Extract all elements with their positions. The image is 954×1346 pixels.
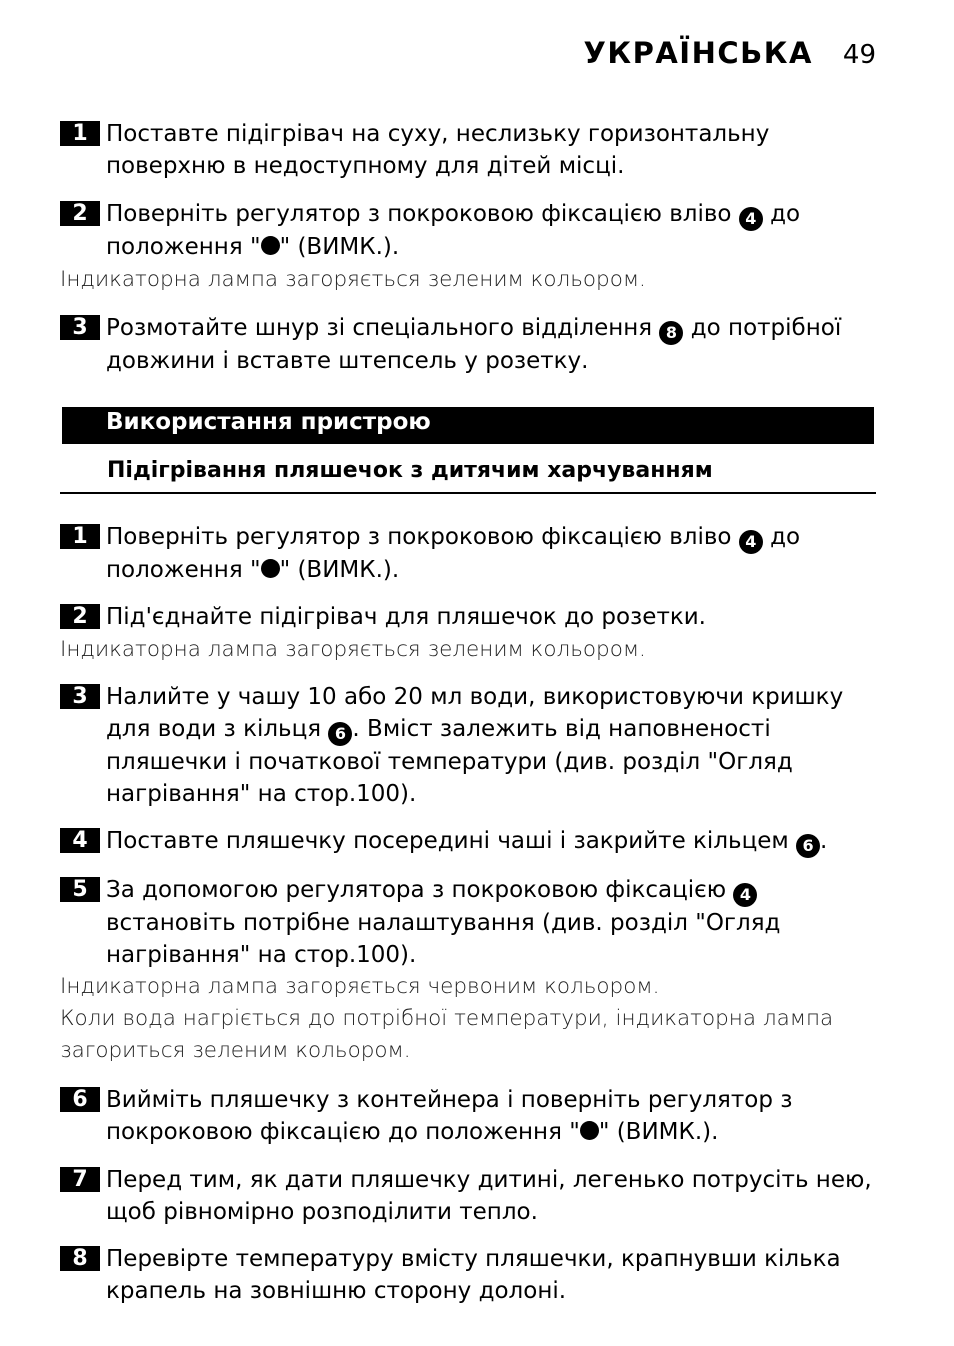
- prep-step-1: [60, 118, 880, 182]
- page-number: 49: [842, 40, 876, 70]
- step-number: 3: [60, 684, 100, 709]
- use-step-2: [60, 601, 880, 633]
- callout-number-icon: 4: [739, 207, 763, 231]
- use-step-4: [60, 825, 880, 858]
- step-text: Поставте підігрівач на суху, неслизьку горизонтальну поверхню в недоступному для дітей місці.: [106, 121, 770, 179]
- section-title: Використання пристрою: [106, 409, 431, 435]
- step-number: 8: [60, 1246, 100, 1271]
- section-heading-bar: [62, 407, 874, 444]
- prep-step-3: [60, 312, 880, 377]
- step-number: 1: [60, 121, 100, 146]
- step-text: Розмотайте шнур зі спеціального відділення 8 до потрібної довжини і вставте штепсель у розетку.: [106, 315, 842, 374]
- step-text: Перед тим, як дати пляшечку дитині, легенько потрусіть нею, щоб рівномірно розподілити тепло.: [106, 1167, 872, 1225]
- step-number: 6: [60, 1087, 100, 1112]
- step-text: Поверніть регулятор з покроковою фіксацією вліво 4 до положення " " (ВИМК.).: [106, 201, 801, 260]
- note-text: Коли вода нагріється до потрібної температури, індикаторна лампа загориться зеленим кольором.: [60, 1006, 834, 1063]
- off-position-dot-icon: [580, 1121, 599, 1140]
- step-text: Вийміть пляшечку з контейнера і поверніть регулятор з покроковою фіксацією до положення " " (ВИМК.).: [106, 1087, 793, 1145]
- off-position-dot-icon: [261, 559, 280, 578]
- step-number: 2: [60, 201, 100, 226]
- step-number: 2: [60, 604, 100, 629]
- use-step-5: [60, 874, 880, 971]
- step-number: 7: [60, 1167, 100, 1192]
- prep-step-2: [60, 198, 880, 263]
- step-text: Під'єднайте підігрівач для пляшечок до розетки.: [106, 604, 706, 630]
- use-step-8: [60, 1243, 880, 1307]
- note-text: Індикаторна лампа загоряється зеленим кольором.: [60, 637, 646, 662]
- subsection-heading: [60, 456, 876, 494]
- step-text: Перевірте температуру вмісту пляшечки, крапнувши кілька крапель на зовнішню сторону долоні.: [106, 1246, 841, 1304]
- callout-number-icon: 6: [796, 834, 820, 858]
- step-number: 5: [60, 877, 100, 902]
- note-text: Індикаторна лампа загоряється червоним кольором.: [60, 974, 660, 999]
- use-step-6: [60, 1084, 880, 1148]
- callout-number-icon: 4: [739, 530, 763, 554]
- step-text: Поставте пляшечку посередині чаші і закрийте кільцем 6 .: [106, 825, 880, 858]
- step-text: Налийте у чашу 10 або 20 мл води, використовуючи кришку для води з кільця 6 . Вміст залежить від наповненості пляшечки і початкової температури (див. розділ "Огляд нагрівання" на стор.100).: [106, 684, 844, 807]
- step-number: 3: [60, 315, 100, 340]
- off-position-dot-icon: [261, 236, 280, 255]
- use-step-1: [60, 521, 880, 586]
- callout-number-icon: 8: [659, 321, 683, 345]
- page-header: [584, 36, 876, 72]
- use-step-3: [60, 681, 880, 810]
- step-text: Поверніть регулятор з покроковою фіксацією вліво 4 до положення " " (ВИМК.).: [106, 524, 801, 583]
- step-number: 1: [60, 524, 100, 549]
- step-number: 4: [60, 828, 100, 853]
- note-text: Індикаторна лампа загоряється зеленим кольором.: [60, 267, 646, 292]
- use-step-7: [60, 1164, 880, 1228]
- language-label: УКРАЇНСЬКА: [583, 36, 813, 70]
- callout-number-icon: 4: [733, 883, 757, 907]
- callout-number-icon: 6: [328, 722, 352, 746]
- step-text: За допомогою регулятора з покроковою фіксацією 4 встановіть потрібне налаштування (див. розділ "Огляд нагрівання" на стор.100).: [106, 877, 781, 968]
- subsection-title: Підігрівання пляшечок з дитячим харчуванням: [107, 458, 713, 483]
